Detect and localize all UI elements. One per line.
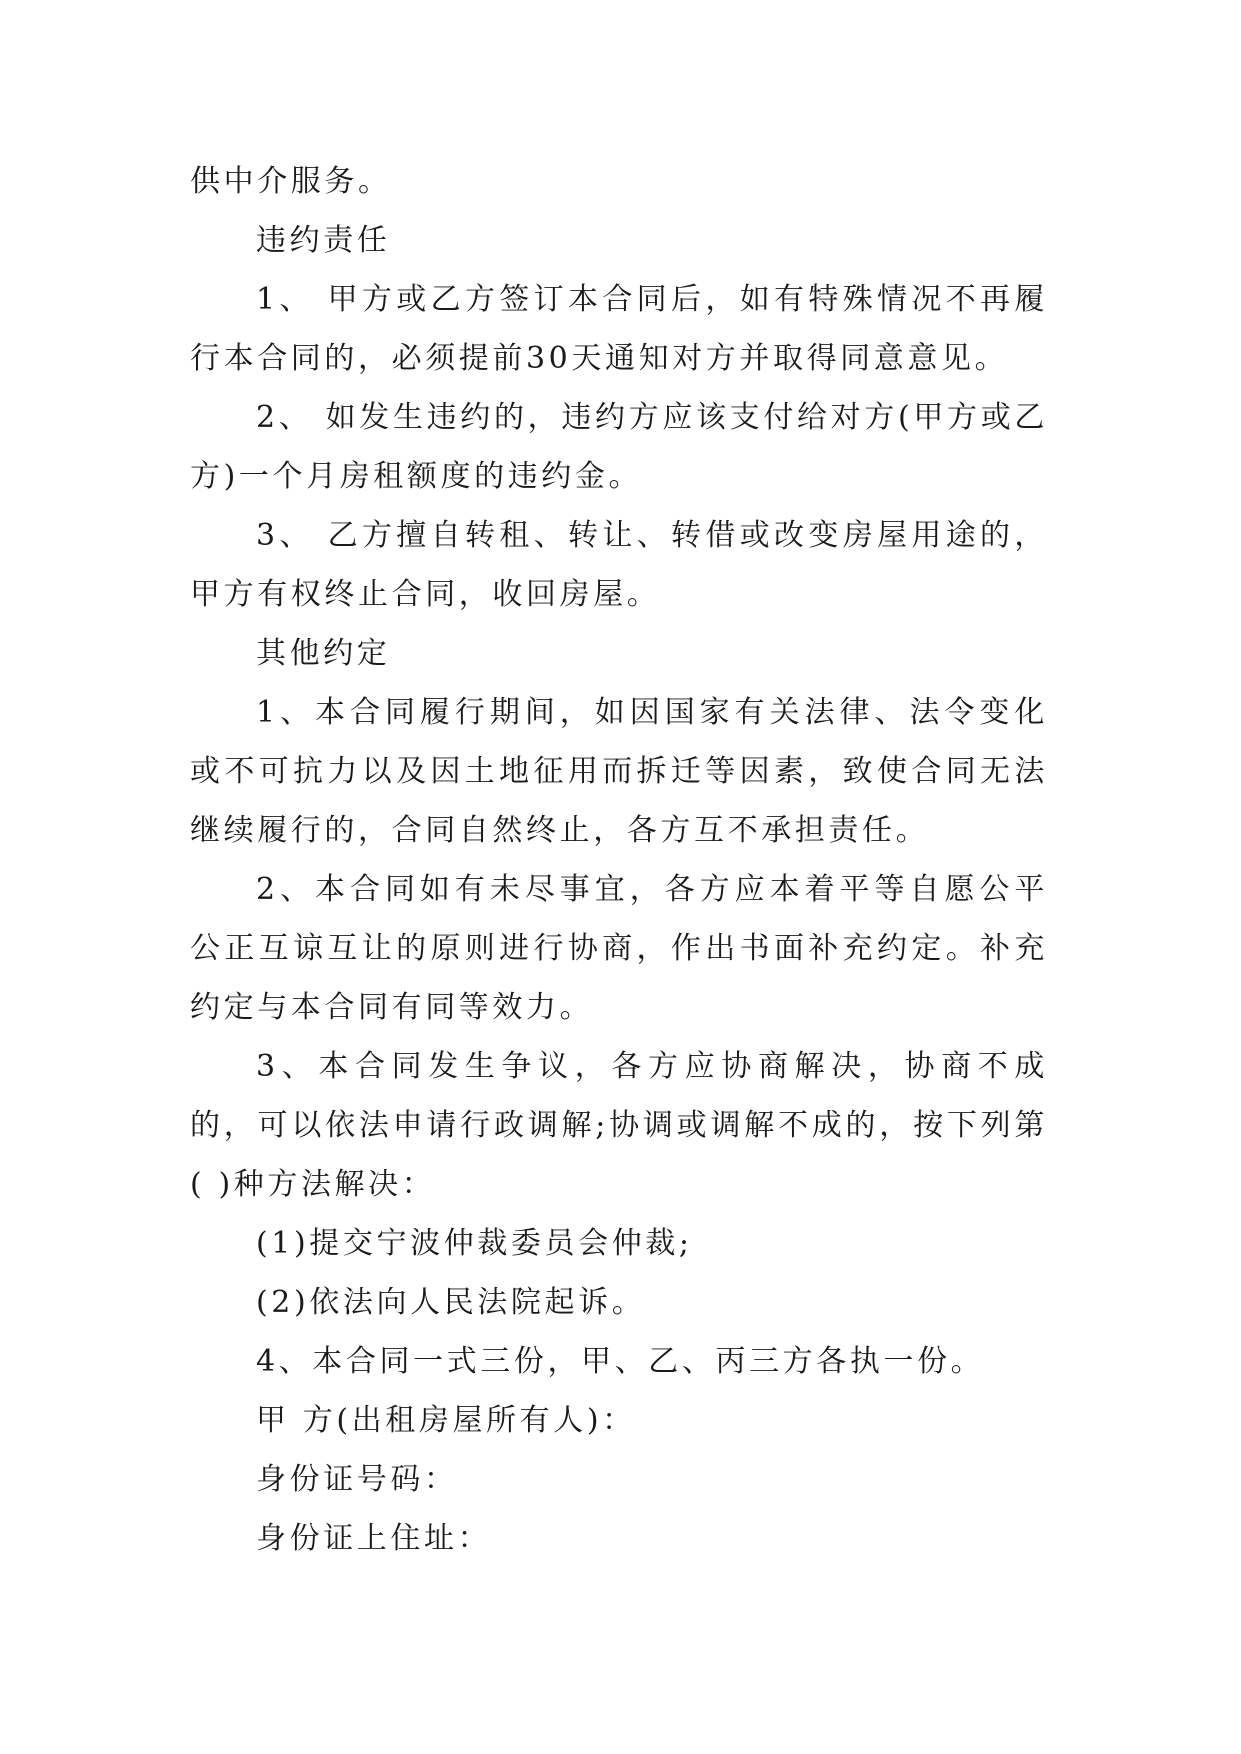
- clause-breach-2: 2、 如发生违约的，违约方应该支付给对方(甲方或乙方)一个月房租额度的违约金。: [190, 400, 1048, 494]
- section-heading-other-agreements: 其他约定: [256, 636, 391, 671]
- clause-breach-3: 3、 乙方擅自转租、转让、转借或改变房屋用途的，甲方有权终止合同，收回房屋。: [190, 518, 1048, 612]
- document-body: [190, 152, 1048, 1568]
- section-heading-breach-liability: 违约责任: [256, 223, 391, 258]
- party-a-label: 甲 方(出租房屋所有人)：: [256, 1403, 636, 1438]
- dispute-option-2: (2)依法向人民法院起诉。: [256, 1285, 646, 1320]
- clause-other-2: 2、本合同如有未尽事宜，各方应本着平等自愿公平公正互谅互让的原则进行协商，作出书面补充约定。补充约定与本合同有同等效力。: [190, 872, 1048, 1025]
- clause-other-4: 4、本合同一式三份，甲、乙、丙三方各执一份。: [256, 1344, 985, 1379]
- paragraph-continuation: 供中介服务。: [190, 164, 392, 199]
- id-number-label: 身份证号码：: [256, 1462, 458, 1497]
- clause-breach-1: 1、 甲方或乙方签订本合同后，如有特殊情况不再履行本合同的，必须提前30天通知对方并取得同意意见。: [190, 282, 1048, 376]
- clause-other-3: 3、本合同发生争议，各方应协商解决，协商不成的，可以依法申请行政调解;协调或调解不成的，按下列第( )种方法解决：: [190, 1049, 1048, 1202]
- id-address-label: 身份证上住址：: [256, 1521, 492, 1556]
- dispute-option-1: (1)提交宁波仲裁委员会仲裁;: [256, 1226, 693, 1261]
- clause-other-1: 1、本合同履行期间，如因国家有关法律、法令变化或不可抗力以及因土地征用而拆迁等因素，致使合同无法继续履行的，合同自然终止，各方互不承担责任。: [190, 695, 1048, 848]
